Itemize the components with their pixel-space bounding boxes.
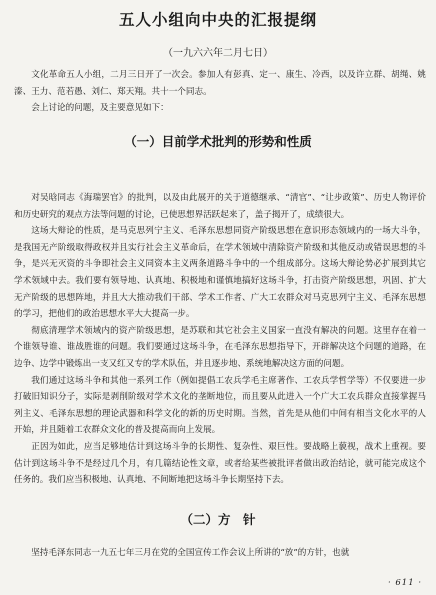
section-body-situation: [14, 190, 426, 489]
body-paragraph: 正因为如此，应当足够地估计到这场斗争的长期性、复杂性、艰巨性。要战略上藐视，战术上重视。要估计到这场斗争不是经过几个月，有几篇结论性文章，或者给某些被批评者做出政治结论，就可能完成这个任务的。我们应当积极地、认真地、不间断地把这场斗争长期坚持下去。: [14, 441, 426, 486]
intro-paragraph: 文化革命五人小组，二月三日开了一次会。参加人有彭真、定一、康生、冷西，以及许立群、胡绳、姚溱、王力、范若愚、刘仁、郑天翔。共十一个同志。: [14, 70, 426, 97]
section-heading-policy: （二）方 针: [180, 512, 256, 527]
page-number: · 611 ·: [388, 578, 423, 588]
document-date: （一九六六年二月七日）: [163, 48, 273, 59]
section-heading-situation: （一）目前学术批判的形势和性质: [124, 134, 312, 149]
section-body-policy: [14, 545, 426, 562]
body-paragraph: 这场大辩论的性质，是马克思列宁主义、毛泽东思想同资产阶级思想在意识形态领域内的一场大斗争，是我国无产阶级取得政权并且实行社会主义革命后，在学术领域中清除资产阶级和其他反动或错误思想的斗争，是兴无灭资的斗争即社会主义同资本主义两条道路斗争中的一个组成部分。这场大辩论势必扩展到其它学术领域中去。我们要有领导地、认真地、积极地和谨慎地搞好这场斗争，打击资产阶级思想，巩固、扩大无产阶级的思想阵地，并且大大推动我们干部、学术工作者、广大工农群众对马克思列宁主义、毛泽东思想的学习，把他们的政治思想水平大大提高一步。: [14, 226, 426, 320]
body-paragraph: 我们通过这场斗争和其他一系列工作（例如提倡工农兵学毛主席著作、工农兵学哲学等）不仅要进一步打破旧知识分子，实际是剥削阶级对学术文化的垄断地位，而且要从此进入一个广大工农兵群众直接掌握马列主义、毛泽东思想的理论武器和科学文化的新的历史时期。当然，首先是从他们中间有相当文化水平的人开始，并且随着工农群众文化的普及提高而向上发展。: [14, 375, 426, 436]
intro-paragraph: 会上讨论的问题，及主要意见如下：: [31, 103, 169, 114]
document-title: 五人小组向中央的汇报提纲: [118, 10, 317, 29]
body-paragraph: 坚持毛泽东同志一九五七年三月在党的全国宣传工作会议上所讲的“放”的方针，也就: [31, 548, 350, 558]
intro-block: [14, 67, 426, 117]
body-paragraph: 彻底清理学术领域内的资产阶级思想，是苏联和其它社会主义国家一直没有解决的问题。这里存在着一个谁领导谁、谁战胜谁的问题。我们要通过这场斗争，在毛泽东思想指导下，开辟解决这个问题的道路，在边争、边学中锻炼出一支又红又专的学术队伍，并且逐步地、系统地解决这方面的问题。: [14, 325, 426, 369]
body-paragraph: 对吴晗同志《海瑞罢官》的批判，以及由此展开的关于道德继承、“清官”、“让步政策”、历史人物评价和历史研究的观点方法等问题的讨论，已使思想界活跃起来了，盖子揭开了，成绩很大。: [14, 193, 426, 220]
